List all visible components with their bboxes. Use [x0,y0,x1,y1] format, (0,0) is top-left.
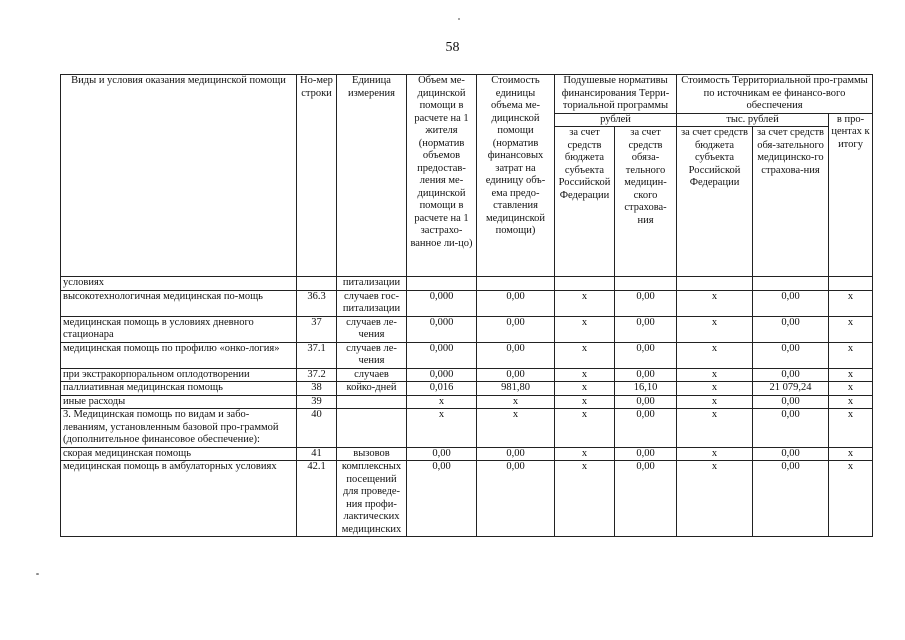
cell-type: медицинская помощь по профилю «онко-логия» [61,342,297,368]
cell-cost: 0,00 [477,368,555,382]
cell-pc-budget: х [555,395,615,409]
cell-pc-budget: х [555,316,615,342]
cell-cost: 0,00 [477,342,555,368]
header-line: Но-мер строки [297,75,337,277]
cell-type: скорая медицинская помощь [61,447,297,461]
cell-volume [407,277,477,291]
header-program-cost: Стоимость Территориальной про-граммы по источникам ее финансо-вого обеспечения [677,75,873,114]
cell-pc-oms: 0,00 [615,316,677,342]
cell-pct: х [829,290,873,316]
cell-tot-oms: 0,00 [753,342,829,368]
cell-cost: х [477,395,555,409]
cell-tot-oms: 0,00 [753,368,829,382]
header-pc-budget: за счет средств бюджета субъекта Российской Федерации [555,127,615,277]
header-rubles: рублей [555,113,677,127]
cell-tot-budget: х [677,290,753,316]
cell-pc-budget: х [555,368,615,382]
header-volume: Объем ме-дицинской помощи в расчете на 1 жителя (норматив объемов предостав-ления ме-дицинской помощи в расчете на 1 застрахо-ванное ли-цо) [407,75,477,277]
cell-tot-oms [753,277,829,291]
cell-type: высокотехнологичная медицинская по-мощь [61,290,297,316]
cell-pc-oms: 0,00 [615,290,677,316]
table-row [61,368,873,382]
cell-line: 39 [297,395,337,409]
cell-line: 37 [297,316,337,342]
cell-unit [337,395,407,409]
cell-type: медицинская помощь в условиях дневного стационара [61,316,297,342]
cell-unit: случаев ле-чения [337,342,407,368]
header-unit: Единица измерения [337,75,407,277]
cell-type: при экстракорпоральном оплодотворении [61,368,297,382]
cell-pc-oms: 16,10 [615,382,677,396]
header-cost: Стоимость единицы объема ме-дицинской помощи (норматив финансовых затрат на единицу объ-ема предо-ставления медицинской помощи) [477,75,555,277]
cell-pc-budget: х [555,409,615,448]
cell-volume: 0,00 [407,447,477,461]
cell-pct: х [829,368,873,382]
cell-volume: 0,000 [407,368,477,382]
cell-pct: х [829,395,873,409]
cell-type: условиях [61,277,297,291]
cell-tot-oms: 0,00 [753,395,829,409]
cell-tot-oms: 0,00 [753,447,829,461]
cell-unit: койко-дней [337,382,407,396]
cell-pc-oms: 0,00 [615,342,677,368]
cell-cost: 0,00 [477,447,555,461]
header-pc-oms: за счет средств обяза-тельного медицин-ского страхова-ния [615,127,677,277]
cell-unit: питализации [337,277,407,291]
cell-pct: х [829,461,873,537]
table-row [61,395,873,409]
cell-cost: 981,80 [477,382,555,396]
cell-pc-budget: х [555,382,615,396]
table-row [61,342,873,368]
cell-tot-oms: 0,00 [753,316,829,342]
cell-tot-budget: х [677,461,753,537]
header-percent: в про-центах к итогу [829,113,873,277]
table-row [61,290,873,316]
cell-tot-budget: х [677,368,753,382]
cell-unit: вызовов [337,447,407,461]
cell-pc-oms: 0,00 [615,447,677,461]
cell-type: иные расходы [61,395,297,409]
cell-tot-budget [677,277,753,291]
cell-line [297,277,337,291]
cell-pct: х [829,342,873,368]
page-number: 58 [445,40,460,55]
table-row [61,447,873,461]
cell-unit: случаев гос-питализации [337,290,407,316]
cell-cost: 0,00 [477,290,555,316]
cell-pc-budget: х [555,461,615,537]
cell-pc-budget: х [555,342,615,368]
header-type: Виды и условия оказания медицинской помощи [61,75,297,277]
table-row [61,409,873,448]
cell-pc-budget: х [555,447,615,461]
cell-tot-budget: х [677,316,753,342]
header-thousand-rubles: тыс. рублей [677,113,829,127]
cell-unit: комплексных посещений для проведе-ния профи-лактических медицинских [337,461,407,537]
cell-pc-oms: 0,00 [615,461,677,537]
table-row [61,277,873,291]
cell-pct: х [829,409,873,448]
cell-pc-oms [615,277,677,291]
cell-pct: х [829,447,873,461]
cell-tot-oms: 0,00 [753,409,829,448]
table-row [61,461,873,537]
cell-pc-budget: х [555,290,615,316]
table-body [61,277,873,537]
cell-tot-budget: х [677,342,753,368]
cell-line: 41 [297,447,337,461]
cell-line: 40 [297,409,337,448]
cell-tot-budget: х [677,395,753,409]
table-row [61,316,873,342]
cell-pc-oms: 0,00 [615,368,677,382]
cell-type: паллиативная медицинская помощь [61,382,297,396]
cell-line: 37.1 [297,342,337,368]
cell-pct: х [829,316,873,342]
header-tot-budget: за счет средств бюджета субъекта Российской Федерации [677,127,753,277]
cell-tot-budget: х [677,382,753,396]
cell-tot-budget: х [677,447,753,461]
cell-unit [337,409,407,448]
cell-volume: 0,00 [407,461,477,537]
cell-pct: х [829,382,873,396]
cell-type: 3. Медицинская помощь по видам и забо-леваниям, установленным базовой про-граммой (дополнительное финансовое обеспечение): [61,409,297,448]
cell-pc-budget [555,277,615,291]
cell-type: медицинская помощь в амбулаторных условиях [61,461,297,537]
cell-pc-oms: 0,00 [615,409,677,448]
financing-table [60,74,873,537]
cell-volume: 0,000 [407,290,477,316]
cell-unit: случаев ле-чения [337,316,407,342]
cell-volume: 0,016 [407,382,477,396]
cell-volume: х [407,395,477,409]
cell-tot-budget: х [677,409,753,448]
cell-tot-oms: 21 079,24 [753,382,829,396]
cell-volume: 0,000 [407,342,477,368]
cell-tot-oms: 0,00 [753,290,829,316]
header-per-capita-norms: Подушевые нормативы финансирования Терри-ториальной программы [555,75,677,114]
cell-cost: 0,00 [477,461,555,537]
header-tot-oms: за счет средств обя-зательного медицинско-го страхова-ния [753,127,829,277]
cell-tot-oms: 0,00 [753,461,829,537]
cell-line: 38 [297,382,337,396]
cell-cost: 0,00 [477,316,555,342]
cell-pc-oms: 0,00 [615,395,677,409]
cell-volume: 0,000 [407,316,477,342]
cell-line: 37.2 [297,368,337,382]
cell-line: 42.1 [297,461,337,537]
cell-unit: случаев [337,368,407,382]
table-header [61,75,873,277]
cell-pct [829,277,873,291]
table-row [61,382,873,396]
cell-cost [477,277,555,291]
cell-volume: х [407,409,477,448]
cell-cost: х [477,409,555,448]
cell-line: 36.3 [297,290,337,316]
